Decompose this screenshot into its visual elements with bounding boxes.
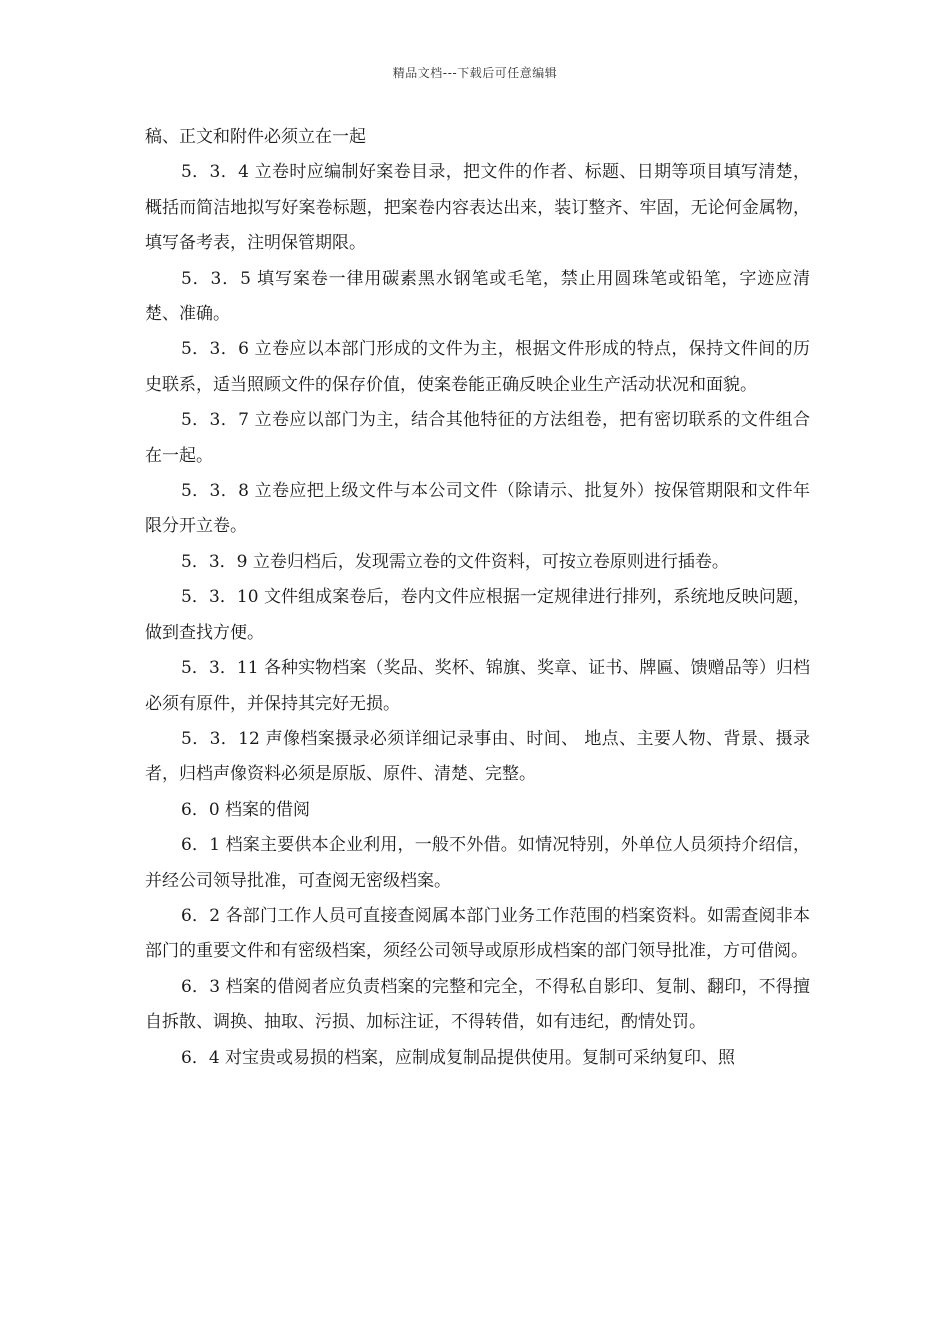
document-body (145, 120, 810, 1076)
paragraph: 5．3．12 声像档案摄录必须详细记录事由、时间、 地点、主要人物、背景、摄录者，归档声像资料必须是原版、原件、清楚、完整。 (145, 728, 810, 785)
paragraph: 5．3．10 文件组成案卷后，卷内文件应根据一定规律进行排列，系统地反映问题，做到查找方便。 (145, 587, 810, 643)
paragraph: 6．4 对宝贵或易损的档案，应制成复制品提供使用。复制可采纳复印、照 (181, 1047, 736, 1068)
paragraph: 6．1 档案主要供本企业利用，一般不外借。如情况特别，外单位人员须持介绍信，并经公司领导批准，可查阅无密级档案。 (145, 835, 810, 891)
section-heading: 6．0 档案的借阅 (181, 799, 311, 820)
paragraph: 稿、正文和附件必须立在一起 (145, 127, 366, 147)
paragraph: 6．3 档案的借阅者应负责档案的完整和完全，不得私自影印、复制、翻印，不得擅自拆散、调换、抽取、污损、加标注证，不得转借，如有违纪，酌情处罚。 (145, 976, 810, 1033)
paragraph: 5．3．4 立卷时应编制好案卷目录，把文件的作者、标题、日期等项目填写清楚，概括而简洁地拟写好案卷标题，把案卷内容表达出来，装订整齐、牢固，无论何金属物，填写备考表，注明保管期限。 (145, 162, 810, 254)
paragraph: 5．3．9 立卷归档后，发现需立卷的文件资料，可按立卷原则进行插卷。 (181, 551, 729, 572)
paragraph: 5．3．6 立卷应以本部门形成的文件为主，根据文件形成的特点，保持文件间的历史联系，适当照顾文件的保存价值，使案卷能正确反映企业生产活动状况和面貌。 (145, 339, 810, 395)
paragraph: 5．3．8 立卷应把上级文件与本公司文件（除请示、批复外）按保管期限和文件年限分开立卷。 (145, 481, 810, 537)
paragraph: 5．3．5 填写案卷一律用碳素黑水钢笔或毛笔，禁止用圆珠笔或铅笔，字迹应清楚、准确。 (145, 268, 810, 325)
paragraph: 5．3．11 各种实物档案（奖品、奖杯、锦旗、奖章、证书、牌匾、馈赠品等）归档必须有原件，并保持其完好无损。 (145, 658, 810, 714)
paragraph: 5．3．7 立卷应以部门为主，结合其他特征的方法组卷，把有密切联系的文件组合在一起。 (145, 410, 810, 466)
page-header: 精品文档---下载后可任意编辑 (392, 66, 558, 80)
paragraph: 6．2 各部门工作人员可直接查阅属本部门业务工作范围的档案资料。如需查阅非本部门的重要文件和有密级档案，须经公司领导或原形成档案的部门领导批准，方可借阅。 (145, 905, 810, 962)
